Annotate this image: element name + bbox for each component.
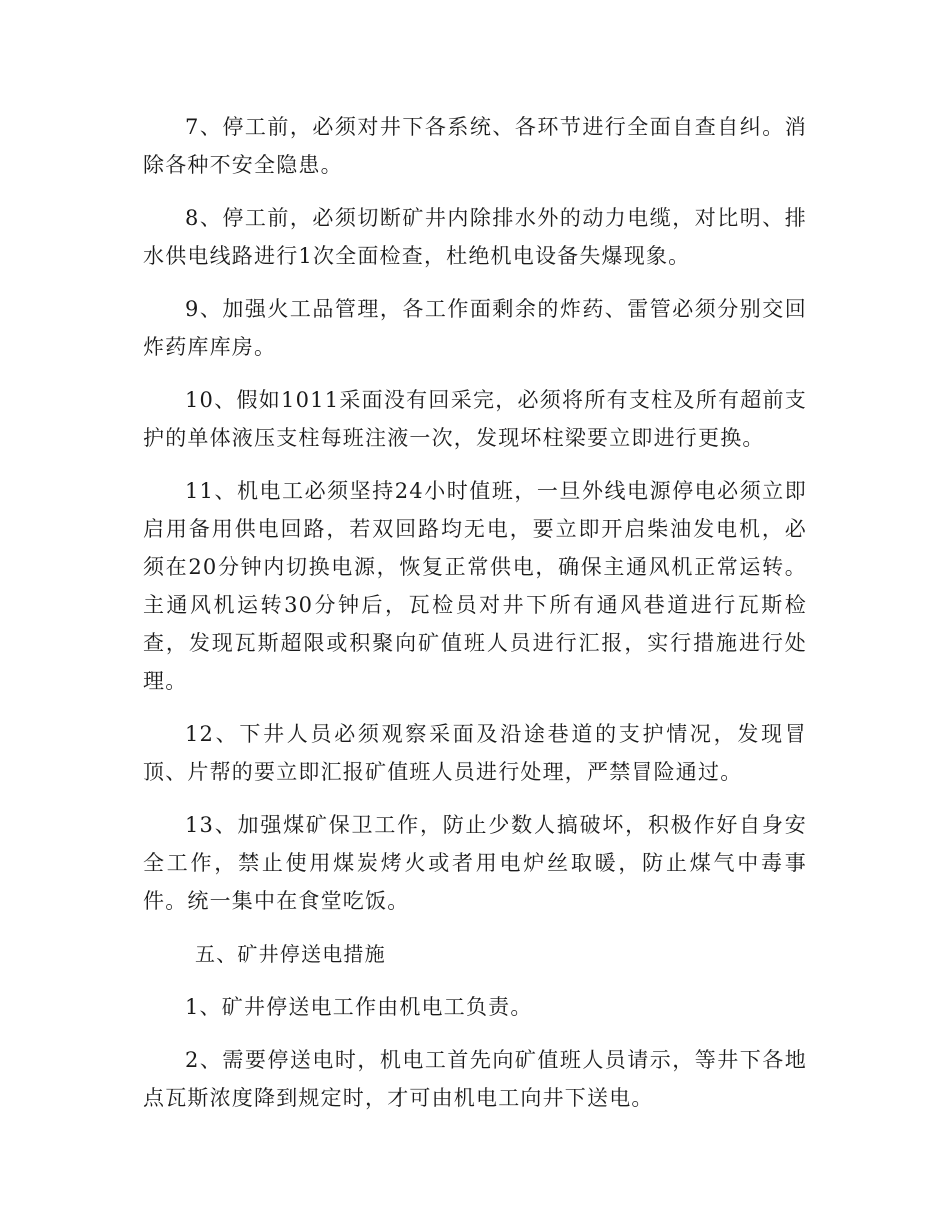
paragraph-item-11: 11、机电工必须坚持24小时值班，一旦外线电源停电必须立即启用备用供电回路，若双回路均无电，要立即开启柴油发电机，必须在20分钟内切换电源，恢复正常供电，确保主通风机正常运转。主通风机运转30分钟后，瓦检员对井下所有通风巷道进行瓦斯检查，发现瓦斯超限或积聚向矿值班人员进行汇报，实行措施进行处理。 [143, 479, 807, 693]
paragraph-item-10: 10、假如1011采面没有回采完，必须将所有支柱及所有超前支护的单体液压支柱每班注液一次，发现坏柱梁要立即进行更换。 [143, 388, 807, 450]
paragraph-item-8: 8、停工前，必须切断矿井内除排水外的动力电缆，对比明、排水供电线路进行1次全面检查，杜绝机电设备失爆现象。 [143, 206, 807, 268]
paragraph-item-12: 12、下井人员必须观察采面及沿途巷道的支护情况，发现冒顶、片帮的要立即汇报矿值班人员进行处理，严禁冒险通过。 [143, 722, 807, 784]
paragraph-item-9: 9、加强火工品管理，各工作面剩余的炸药、雷管必须分别交回炸药库库房。 [143, 297, 807, 359]
document-page [143, 108, 807, 1132]
paragraph-item-7: 7、停工前，必须对井下各系统、各环节进行全面自查自纠。消除各种不安全隐患。 [143, 115, 807, 177]
section-paragraph-1: 1、矿井停送电工作由机电工负责。 [185, 995, 533, 1019]
section-heading: 五、矿井停送电措施 [195, 942, 386, 966]
section-paragraph-2: 2、需要停送电时，机电工首先向矿值班人员请示，等井下各地点瓦斯浓度降到规定时，才可由机电工向井下送电。 [143, 1048, 807, 1110]
paragraph-item-13: 13、加强煤矿保卫工作，防止少数人搞破坏，积极作好自身安全工作，禁止使用煤炭烤火或者用电炉丝取暖，防止煤气中毒事件。统一集中在食堂吃饭。 [143, 813, 807, 913]
